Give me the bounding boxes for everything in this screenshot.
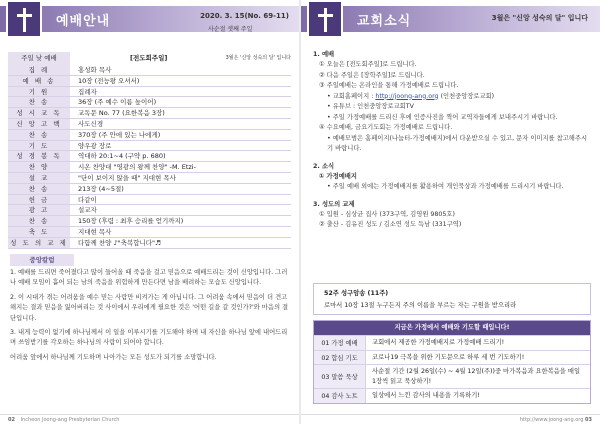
news-item: ① 가정예배지: [319, 172, 357, 180]
order-item-value: 370장 (주 안에 있는 나에게): [78, 130, 161, 139]
worship-order-row: [8, 65, 291, 76]
order-item-label: 기 도: [8, 141, 70, 151]
right-page: [301, 0, 600, 424]
worship-order-row: [8, 141, 291, 152]
order-item-label: 헌 금: [8, 195, 70, 205]
news-item: • 주일 예배 외에는 가정예배지를 활용하여 개인묵상과 가정예배를 드리시기 바랍니다.: [327, 183, 564, 190]
order-item-value: 설교자: [78, 206, 97, 215]
worship-order-table: [8, 52, 291, 249]
order-item-value: 교독문 No. 77 (요한복음 3장): [78, 109, 165, 118]
order-item-value: 역대하 20:1~4 (구약 p. 680): [78, 152, 166, 161]
order-item-label: 성 도 의 교 제: [8, 238, 70, 248]
left-page: [0, 0, 299, 424]
order-item-value: 양우광 장로: [78, 141, 112, 150]
worship-order-row: [8, 76, 291, 87]
order-item-label: 찬 양: [8, 162, 70, 172]
worship-order-row: [8, 205, 291, 216]
order-item-value: 36장 (주 예수 이름 높이어): [78, 98, 157, 107]
month-motto: 3월은 "신앙 성숙의 달" 입니다: [491, 14, 588, 22]
order-item-value: 집례자: [78, 87, 97, 96]
page-number: 03: [585, 417, 592, 423]
cross-icon: [324, 8, 327, 32]
order-item-label: 찬 송: [8, 130, 70, 140]
bulletin-subtitle: 사순절 셋째 주일: [208, 26, 253, 33]
memory-verse-box: [313, 283, 591, 315]
news-item: • 교회홈페이지 : http://joong-ang.org (인천중앙장로교회): [327, 92, 495, 100]
worship-order-row: [8, 173, 291, 184]
page-number: 02: [8, 417, 15, 423]
news-item: • 유튜브 : 인천중앙장로교회TV: [327, 103, 414, 110]
order-item-value: 지대현 목사: [78, 227, 112, 236]
page-title: 예배안내: [56, 14, 111, 29]
cross-icon: [23, 8, 26, 32]
section-title: 2. 소식: [313, 162, 335, 170]
order-item-value: 사도신경: [78, 119, 104, 128]
order-item-label: 집 례: [8, 65, 70, 75]
prayer-paragraph: 1. 예배를 드리면 죽어졌다고 많이 들어올 때 죽음을 걸고 믿음으로 예배드리는 것이 신앙입니다. 그러나 예배 모임이 흩어 되는 남의 죽음을 위험하게 만든다면 남을 배려하는 모습도 신앙입니다.: [10, 269, 288, 287]
church-logo: [6, 0, 42, 38]
order-item-value: 다같이: [78, 195, 97, 204]
prayer-section-title: 중앙칼럼: [10, 254, 74, 266]
news-item: • 예배모범은 홈페이지(나눔터-가정예배지)에서 다운받으실 수 있고, 문자 이미지를 참고해주시기 바랍니다.: [327, 134, 588, 152]
order-item-label: 설 교: [8, 173, 70, 183]
order-item-label: 성 시 교 독: [8, 108, 70, 118]
section-title: 3. 성도의 교제: [313, 200, 355, 208]
right-footer: [301, 414, 600, 424]
order-item-label: 찬 송: [8, 184, 70, 194]
homepage-link[interactable]: http://joong-ang.org: [375, 92, 439, 100]
home-worship-title: 지금은 가정에서 예배와 기도할 때입니다!: [314, 321, 590, 335]
worship-order-row: [8, 195, 291, 206]
order-item-label: 찬 송: [8, 216, 70, 226]
worship-order-row: [8, 97, 291, 108]
order-item-label: 찬 송: [8, 97, 70, 107]
news-item: ① 오늘은 [전도회주일]로 드립니다.: [319, 61, 417, 68]
prayer-column: [10, 268, 289, 367]
order-item-value: 다함께 찬양 ♪"축복합니다"♬: [78, 238, 161, 247]
worship-order-row: [8, 216, 291, 227]
prayer-paragraph: 3. 내게 능력이 없기에 하나님께서 이 일을 이루시기를 기도해야 하며 내 자신을 하나님 앞에 내어드리며 쓰임받기를 각오하는 하나님의 사람이 되어야 합니다.: [10, 329, 288, 347]
order-item-value: 10장 (전능왕 오셔서): [78, 76, 140, 85]
memory-verse-text: 로마서 10장 13절 누구든지 주의 이름을 부르는 자는 구원을 받으리라: [324, 302, 517, 309]
home-worship-text: 코로나19 극복을 위한 기도문으로 하루 세 번 기도하기!: [372, 353, 525, 361]
home-worship-text: 사순절 기간 (2월 26일(수) ~ 4월 12일(주))중 마가복음과 요한복음을 매일 1장씩 읽고 묵상하기!: [372, 368, 581, 385]
prayer-paragraph: 2. 이 시대가 겪는 어려움을 예수 믿는 사람만 비켜가는 게 아닙니다. 그 어려움 속에서 믿음이 더 견고해지는 결과 믿음을 잃어버리는 것 사이에서 우리에게 필요한 것은 '어떤 길을 갈 것인가?'와 마음의 결단입니다.: [10, 293, 289, 322]
order-item-label: 신 앙 고 백: [8, 119, 70, 129]
home-worship-row: [314, 388, 590, 403]
order-item-value: 213장 (4~5절): [78, 184, 124, 193]
worship-order-row: [8, 238, 291, 249]
home-worship-label: 04 감사 노트: [314, 389, 366, 403]
home-worship-table: [313, 320, 591, 404]
news-item: ④ 수요예배, 금요기도회는 가정예배로 드립니다.: [319, 124, 453, 131]
news-item: ② 출산 - 김유진 성도 / 김소연 성도 득남 (331구역): [319, 221, 462, 228]
order-item-value: 홍성화 목사: [78, 66, 112, 74]
page-title: 교회소식: [357, 14, 412, 29]
worship-order-row: [8, 130, 291, 141]
church-logo: [307, 0, 343, 38]
order-item-label: 성 경 봉 독: [8, 151, 70, 161]
news-item: ① 입원 - 심상균 집사 (373구역, 김영원 9805호): [319, 210, 455, 218]
home-worship-label: 03 말씀 묵상: [314, 365, 366, 388]
memory-verse-title: 52주 성구암송 (11주): [324, 290, 389, 297]
home-worship-label: 01 가정 예배: [314, 336, 366, 350]
worship-order-header: 주일 낮 예배 [전도회주일] 3월은 '신앙 성숙의 달' 입니다: [8, 52, 291, 65]
order-item-value: "단이 보이지 않을 때" 지대현 목사: [78, 173, 176, 182]
worship-order-row: [8, 162, 291, 173]
news-item: ③ 주일예배는 온라인을 통해 가정예배로 드립니다.: [319, 82, 459, 89]
worship-order-row: [8, 87, 291, 98]
home-worship-text: 교회에서 제공한 가정예배지로 가정예배 드리기!: [372, 339, 505, 346]
worship-order-row: [8, 119, 291, 130]
worship-order-row: [8, 227, 291, 238]
news-item: • 주일 가정예배를 드리신 후에 인증사진을 찍어 교역자들에게 보내주시기 바랍니다.: [327, 113, 558, 121]
order-item-label: 광 고: [8, 205, 70, 215]
worship-order-row: [8, 108, 291, 119]
prayer-paragraph: 어려움 앞에서 하나님께 기도하며 나아가는 모든 성도가 되기를 소망합니다.: [10, 353, 217, 361]
church-news: [313, 46, 591, 231]
section-title: 1. 예배: [313, 51, 335, 58]
home-worship-row: [314, 364, 590, 388]
home-worship-row: [314, 335, 590, 350]
order-item-label: 축 도: [8, 227, 70, 237]
order-item-label: 기 원: [8, 87, 70, 97]
worship-order-row: [8, 184, 291, 195]
worship-order-row: [8, 151, 291, 162]
order-item-value: 150장 (후렴 : 최후 승리를 얻기까지): [78, 217, 184, 226]
home-worship-label: 02 합심 기도: [314, 351, 366, 365]
left-header: [0, 0, 299, 40]
news-item: ② 다음 주일은 [장학주일]로 드립니다.: [319, 71, 425, 79]
footer-church-name: Incheon Joong-ang Presbyterian Church: [20, 417, 120, 423]
order-item-value: 시온 찬양대 "영광의 왕께 찬양" -M. Etzi-: [78, 163, 196, 172]
right-header: [301, 0, 600, 40]
left-footer: [0, 414, 299, 424]
order-item-label: 예 배 송: [8, 76, 70, 86]
bulletin-date: 2020. 3. 15(No. 69-11): [200, 12, 289, 20]
footer-site: http://www.joong-ang.org: [519, 417, 584, 423]
home-worship-text: 일상에서 느낀 감사의 내용을 기록하기!: [372, 392, 480, 399]
home-worship-row: [314, 350, 590, 365]
